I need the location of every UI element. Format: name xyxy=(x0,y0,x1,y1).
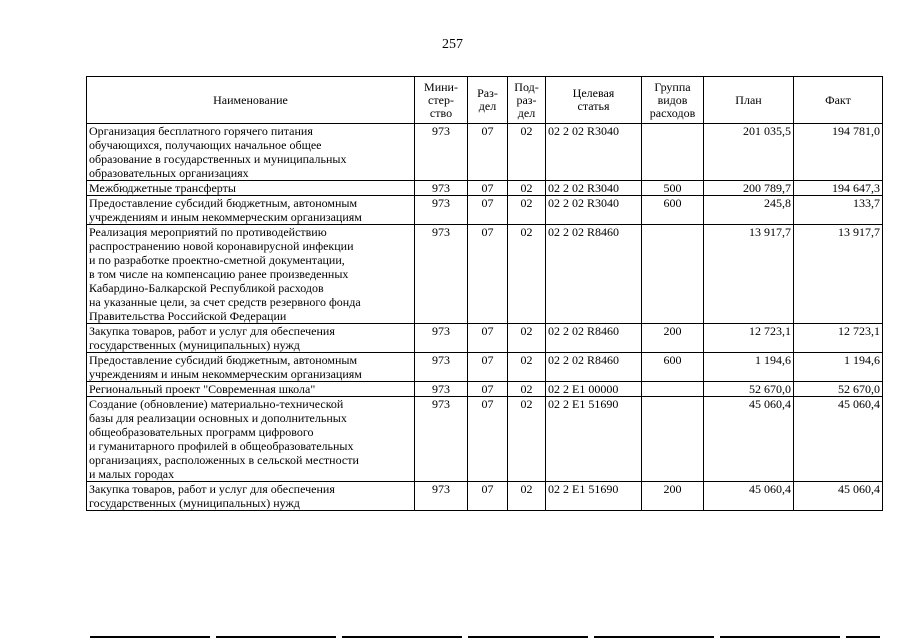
row-plan: 1 194,6 xyxy=(704,353,794,382)
table-row xyxy=(87,225,883,324)
header-fact: Факт xyxy=(794,77,883,124)
row-expenditure-group: 500 xyxy=(642,181,704,196)
row-name: Региональный проект "Современная школа" xyxy=(87,382,415,397)
row-plan: 45 060,4 xyxy=(704,482,794,511)
row-plan: 52 670,0 xyxy=(704,382,794,397)
row-expenditure-group: 200 xyxy=(642,324,704,353)
row-plan: 245,8 xyxy=(704,196,794,225)
row-subsection: 02 xyxy=(508,124,546,181)
row-subsection: 02 xyxy=(508,397,546,482)
row-fact: 45 060,4 xyxy=(794,397,883,482)
row-name: Закупка товаров, работ и услуг для обеспечения государственных (муниципальных) нужд xyxy=(87,482,415,511)
page-number: 257 xyxy=(442,37,463,52)
row-section: 07 xyxy=(468,181,508,196)
page-bottom-rule xyxy=(90,636,880,638)
row-plan: 200 789,7 xyxy=(704,181,794,196)
row-name: Предоставление субсидий бюджетным, автономным учреждениям и иным некоммерческим организациям xyxy=(87,196,415,225)
row-section: 07 xyxy=(468,324,508,353)
row-ministry: 973 xyxy=(415,324,468,353)
row-expenditure-group: 600 xyxy=(642,196,704,225)
row-expenditure-group xyxy=(642,225,704,324)
row-target: 02 2 02 R8460 xyxy=(546,225,642,324)
row-fact: 12 723,1 xyxy=(794,324,883,353)
row-fact: 52 670,0 xyxy=(794,382,883,397)
row-subsection: 02 xyxy=(508,482,546,511)
row-target: 02 2 02 R3040 xyxy=(546,196,642,225)
row-fact: 13 917,7 xyxy=(794,225,883,324)
row-plan: 45 060,4 xyxy=(704,397,794,482)
row-ministry: 973 xyxy=(415,382,468,397)
header-expenditure-group: Группа видов расходов xyxy=(642,77,704,124)
row-fact: 133,7 xyxy=(794,196,883,225)
table-row xyxy=(87,124,883,181)
row-name: Закупка товаров, работ и услуг для обеспечения государственных (муниципальных) нужд xyxy=(87,324,415,353)
row-subsection: 02 xyxy=(508,196,546,225)
row-name: Создание (обновление) материально-технической базы для реализации основных и дополнительных общеобразовательных программ цифрового и гуманитарного профилей в общеобразовательных организациях, расположенных в сельской местности и малых городах xyxy=(87,397,415,482)
row-section: 07 xyxy=(468,353,508,382)
table-row xyxy=(87,324,883,353)
row-subsection: 02 xyxy=(508,353,546,382)
row-target: 02 2 02 R3040 xyxy=(546,181,642,196)
row-name: Межбюджетные трансферты xyxy=(87,181,415,196)
table-row xyxy=(87,482,883,511)
row-section: 07 xyxy=(468,382,508,397)
row-name: Предоставление субсидий бюджетным, автономным учреждениям и иным некоммерческим организациям xyxy=(87,353,415,382)
row-ministry: 973 xyxy=(415,353,468,382)
row-target: 02 2 E1 51690 xyxy=(546,397,642,482)
row-expenditure-group xyxy=(642,382,704,397)
row-ministry: 973 xyxy=(415,482,468,511)
row-name: Организация бесплатного горячего питания обучающихся, получающих начальное общее образование в государственных и муниципальных образовательных организациях xyxy=(87,124,415,181)
row-ministry: 973 xyxy=(415,124,468,181)
budget-table xyxy=(86,76,883,511)
row-section: 07 xyxy=(468,225,508,324)
table-row xyxy=(87,397,883,482)
row-target: 02 2 02 R8460 xyxy=(546,353,642,382)
header-subsection: Под- раз- дел xyxy=(508,77,546,124)
row-plan: 201 035,5 xyxy=(704,124,794,181)
row-section: 07 xyxy=(468,482,508,511)
row-ministry: 973 xyxy=(415,196,468,225)
row-target: 02 2 02 R3040 xyxy=(546,124,642,181)
row-expenditure-group xyxy=(642,124,704,181)
row-fact: 194 647,3 xyxy=(794,181,883,196)
table-row xyxy=(87,196,883,225)
row-fact: 1 194,6 xyxy=(794,353,883,382)
row-subsection: 02 xyxy=(508,324,546,353)
row-ministry: 973 xyxy=(415,225,468,324)
header-name: Наименование xyxy=(87,77,415,124)
header-plan: План xyxy=(704,77,794,124)
row-plan: 12 723,1 xyxy=(704,324,794,353)
row-subsection: 02 xyxy=(508,181,546,196)
row-section: 07 xyxy=(468,124,508,181)
table-row xyxy=(87,382,883,397)
row-section: 07 xyxy=(468,397,508,482)
header-section: Раз- дел xyxy=(468,77,508,124)
row-subsection: 02 xyxy=(508,225,546,324)
row-plan: 13 917,7 xyxy=(704,225,794,324)
row-ministry: 973 xyxy=(415,181,468,196)
table-row xyxy=(87,181,883,196)
row-expenditure-group: 200 xyxy=(642,482,704,511)
header-target: Целевая статья xyxy=(546,77,642,124)
row-name: Реализация мероприятий по противодействию распространению новой коронавирусной инфекции и по разработке проектно-сметной документации, в том числе на компенсацию ранее произведенных Кабардино-Балкарской Республикой расходов на указанные цели, за счет средств резервного фонда Правительства Российской Федерации xyxy=(87,225,415,324)
row-section: 07 xyxy=(468,196,508,225)
row-expenditure-group xyxy=(642,397,704,482)
table-row xyxy=(87,353,883,382)
row-subsection: 02 xyxy=(508,382,546,397)
row-fact: 45 060,4 xyxy=(794,482,883,511)
header-row xyxy=(87,77,883,124)
row-target: 02 2 02 R8460 xyxy=(546,324,642,353)
header-ministry: Мини- стер- ство xyxy=(415,77,468,124)
row-fact: 194 781,0 xyxy=(794,124,883,181)
row-ministry: 973 xyxy=(415,397,468,482)
row-target: 02 2 E1 51690 xyxy=(546,482,642,511)
row-expenditure-group: 600 xyxy=(642,353,704,382)
row-target: 02 2 E1 00000 xyxy=(546,382,642,397)
